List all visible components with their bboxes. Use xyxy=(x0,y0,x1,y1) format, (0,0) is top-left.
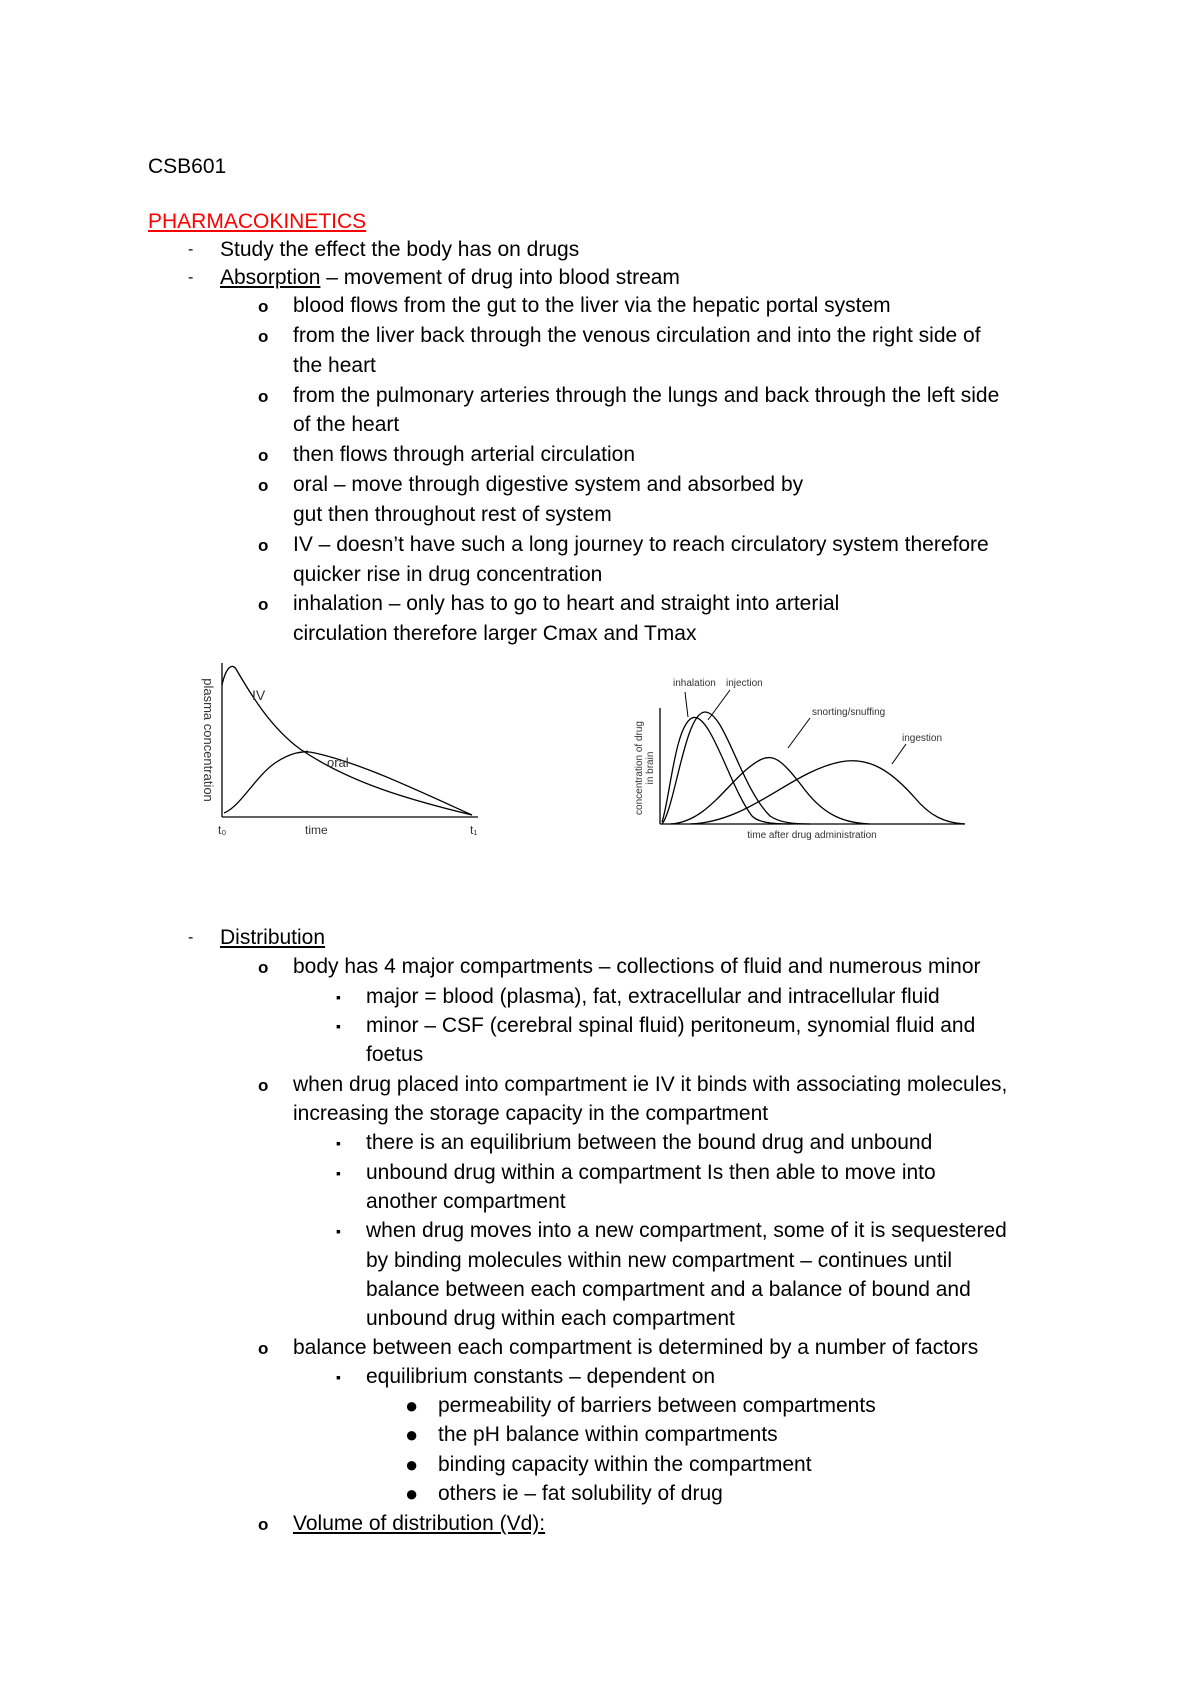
study-line: Study the effect the body has on drugs xyxy=(220,238,580,261)
injection-label: injection xyxy=(726,678,763,689)
binding-line-cont: increasing the storage capacity in the compartment xyxy=(293,1102,769,1125)
circle-marker: o xyxy=(258,958,269,977)
absorption-item-cont: quicker rise in drug concentration xyxy=(293,563,603,586)
figure-plasma-concentration xyxy=(180,655,490,840)
circle-marker: o xyxy=(258,387,269,406)
inhalation-label: inhalation xyxy=(673,678,716,689)
y-axis-label-line2: in brain xyxy=(645,751,656,785)
injection-pointer xyxy=(708,690,730,720)
absorption-item-cont: of the heart xyxy=(293,413,400,436)
y-axis-label: plasma concentration xyxy=(201,678,216,802)
t-start-label: t₀ xyxy=(218,823,227,837)
t-end-label: t₁ xyxy=(470,823,478,837)
square-marker: ▪ xyxy=(336,1165,341,1181)
major-line: major = blood (plasma), fat, extracellular and intracellular fluid xyxy=(366,985,940,1008)
minor-line: minor – CSF (cerebral spinal fluid) peritoneum, synomial fluid and xyxy=(366,1014,976,1037)
ingestion-curve xyxy=(690,761,965,824)
absorption-item-cont: the heart xyxy=(293,354,376,377)
square-marker: ▪ xyxy=(336,1018,341,1034)
bullet-marker: ● xyxy=(405,1393,419,1418)
circle-marker: o xyxy=(258,1339,269,1358)
bullet-marker: ● xyxy=(405,1481,419,1506)
circle-marker: o xyxy=(258,1076,269,1095)
ingestion-pointer xyxy=(892,744,906,764)
binding-point: when drug moves into a new compartment, some of it is sequestered xyxy=(366,1219,1007,1242)
figure-brain-concentration xyxy=(630,668,975,843)
x-axis-label: time xyxy=(305,823,328,837)
section-heading: PHARMACOKINETICS xyxy=(148,210,367,233)
ingestion-label: ingestion xyxy=(902,733,943,744)
binding-point-cont: balance between each compartment and a balance of bound and xyxy=(366,1278,971,1301)
absorption-item-cont: circulation therefore larger Cmax and Tmax xyxy=(293,622,697,645)
square-marker: ▪ xyxy=(336,1135,341,1151)
absorption-item-cont: gut then throughout rest of system xyxy=(293,503,612,526)
binding-point: there is an equilibrium between the bound drug and unbound xyxy=(366,1131,933,1154)
absorption-line xyxy=(220,264,680,292)
circle-marker: o xyxy=(258,327,269,346)
balance-line: balance between each compartment is determined by a number of factors xyxy=(293,1336,979,1359)
binding-point-cont: by binding molecules within new compartment – continues until xyxy=(366,1249,952,1272)
circle-marker: o xyxy=(258,1515,269,1534)
compartments-line: body has 4 major compartments – collections of fluid and numerous minor xyxy=(293,955,981,978)
binding-point-cont: another compartment xyxy=(366,1190,566,1213)
factor-item: binding capacity within the compartment xyxy=(438,1453,812,1476)
absorption-item: IV – doesn’t have such a long journey to reach circulatory system therefore xyxy=(293,533,989,556)
dash-marker: - xyxy=(188,241,194,258)
inhalation-curve xyxy=(662,717,790,824)
absorption-item: inhalation – only has to go to heart and straight into arterial xyxy=(293,592,840,615)
square-marker: ▪ xyxy=(336,1223,341,1239)
binding-point-cont: unbound drug within each compartment xyxy=(366,1307,735,1330)
absorption-term: Absorption xyxy=(220,266,321,289)
inhalation-pointer xyxy=(685,692,688,717)
x-axis-label: time after drug administration xyxy=(747,830,877,841)
absorption-item: from the liver back through the venous circulation and into the right side of xyxy=(293,324,981,347)
volume-of-distribution-heading: Volume of distribution (Vd): xyxy=(293,1512,546,1535)
absorption-item: blood flows from the gut to the liver via the hepatic portal system xyxy=(293,294,891,317)
distribution-term: Distribution xyxy=(220,926,326,949)
circle-marker: o xyxy=(258,595,269,614)
absorption-item: oral – move through digestive system and absorbed by xyxy=(293,473,804,496)
circle-marker: o xyxy=(258,476,269,495)
binding-line: when drug placed into compartment ie IV it binds with associating molecules, xyxy=(293,1073,1008,1096)
circle-marker: o xyxy=(258,446,269,465)
square-marker: ▪ xyxy=(336,989,341,1005)
dash-marker: - xyxy=(188,929,194,946)
equilibrium-line: equilibrium constants – dependent on xyxy=(366,1365,716,1388)
oral-label: oral xyxy=(327,755,349,770)
snorting-curve xyxy=(670,758,870,824)
y-axis-label-line1: concentration of drug xyxy=(634,721,645,815)
factor-item: permeability of barriers between compartments xyxy=(438,1394,876,1417)
bullet-marker: ● xyxy=(405,1422,419,1447)
absorption-item: from the pulmonary arteries through the lungs and back through the left side xyxy=(293,384,1000,407)
absorption-definition: – movement of drug into blood stream xyxy=(320,266,680,289)
minor-line-cont: foetus xyxy=(366,1043,424,1066)
course-code: CSB601 xyxy=(148,155,227,178)
binding-point: unbound drug within a compartment Is then able to move into xyxy=(366,1161,936,1184)
circle-marker: o xyxy=(258,297,269,316)
circle-marker: o xyxy=(258,536,269,555)
bullet-marker: ● xyxy=(405,1452,419,1477)
square-marker: ▪ xyxy=(336,1369,341,1385)
snorting-pointer xyxy=(788,718,810,748)
absorption-item: then flows through arterial circulation xyxy=(293,443,636,466)
factor-item: the pH balance within compartments xyxy=(438,1423,778,1446)
dash-marker: - xyxy=(188,269,194,286)
snorting-label: snorting/snuffing xyxy=(812,707,886,718)
factor-item: others ie – fat solubility of drug xyxy=(438,1482,723,1505)
iv-label: IV xyxy=(252,687,266,703)
